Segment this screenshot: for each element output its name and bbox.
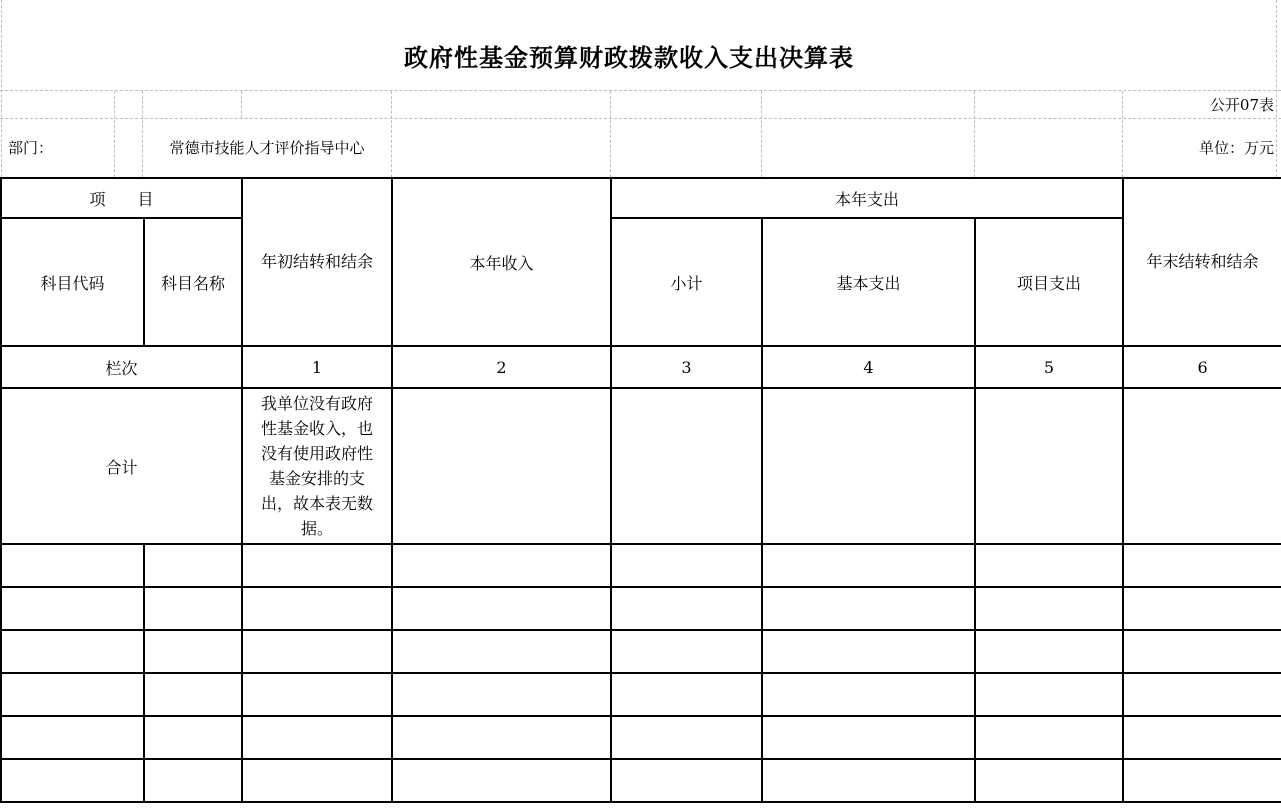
table-code: 公开07表 — [1209, 96, 1274, 114]
empty-cell — [392, 673, 611, 716]
empty-cell — [242, 759, 392, 802]
header-beginning-balance — [242, 178, 392, 346]
no-data-note: 我单位没有政府性基金收入，也没有使用政府性基金安排的支出，故本表无数据。 — [261, 394, 374, 538]
empty-table-row — [1, 544, 1281, 587]
empty-cell — [1123, 759, 1281, 802]
gridline — [1, 0, 2, 177]
header-row-1 — [1, 178, 1281, 218]
empty-cell — [392, 388, 611, 544]
empty-cell — [762, 673, 975, 716]
empty-cell — [1123, 587, 1281, 630]
empty-cell — [1, 716, 144, 759]
header-year-end-balance-label: 年末结转和结余 — [1146, 252, 1259, 271]
empty-cell — [611, 544, 762, 587]
empty-cell — [392, 544, 611, 587]
empty-table-row — [1, 630, 1281, 673]
empty-cell — [144, 716, 242, 759]
empty-cell — [762, 630, 975, 673]
empty-cell — [762, 759, 975, 802]
header-subject-code: 科目代码 — [1, 218, 144, 346]
page-title: 政府性基金预算财政拨款收入支出决算表 — [404, 43, 854, 72]
empty-cell — [144, 544, 242, 587]
empty-cell — [1123, 673, 1281, 716]
header-current-year-income: 本年收入 — [392, 178, 611, 346]
empty-cell — [1123, 630, 1281, 673]
empty-cell — [1123, 388, 1281, 544]
header-current-year-expenditure: 本年支出 — [611, 178, 1123, 218]
department-label: 部门： — [8, 139, 54, 157]
empty-cell — [242, 630, 392, 673]
column-index-3: 3 — [611, 346, 762, 388]
fund-budget-table — [0, 177, 1281, 803]
empty-cell — [762, 388, 975, 544]
empty-cell — [1, 630, 144, 673]
empty-cell — [762, 716, 975, 759]
empty-cell — [144, 759, 242, 802]
column-index-1: 1 — [242, 346, 392, 388]
column-index-label: 栏次 — [1, 346, 242, 388]
empty-cell — [392, 630, 611, 673]
empty-cell — [975, 759, 1123, 802]
empty-cell — [242, 544, 392, 587]
empty-cell — [1, 587, 144, 630]
empty-cell — [611, 587, 762, 630]
empty-cell — [611, 759, 762, 802]
empty-cell — [242, 673, 392, 716]
column-index-2: 2 — [392, 346, 611, 388]
empty-cell — [975, 716, 1123, 759]
header-subject-name: 科目名称 — [144, 218, 242, 346]
empty-cell — [975, 544, 1123, 587]
unit-label: 单位：万元 — [1198, 139, 1274, 157]
empty-cell — [392, 716, 611, 759]
empty-rows — [1, 544, 1281, 802]
empty-cell — [242, 587, 392, 630]
empty-cell — [242, 716, 392, 759]
column-index-4: 4 — [762, 346, 975, 388]
empty-cell — [1123, 716, 1281, 759]
empty-cell — [611, 716, 762, 759]
department-name: 常德市技能人才评价指导中心 — [169, 139, 365, 157]
empty-cell — [144, 587, 242, 630]
column-index-5: 5 — [975, 346, 1123, 388]
empty-cell — [611, 673, 762, 716]
empty-cell — [392, 587, 611, 630]
empty-cell — [1, 673, 144, 716]
gridline — [1276, 0, 1277, 177]
empty-cell — [611, 630, 762, 673]
empty-table-row — [1, 587, 1281, 630]
empty-table-row — [1, 716, 1281, 759]
empty-cell — [1, 759, 144, 802]
empty-cell — [1123, 544, 1281, 587]
header-basic-expenditure: 基本支出 — [762, 218, 975, 346]
empty-cell — [392, 759, 611, 802]
empty-table-row — [1, 759, 1281, 802]
no-data-note-cell — [242, 388, 392, 544]
header-beginning-balance-label: 年初结转和结余 — [261, 252, 374, 271]
empty-cell — [975, 673, 1123, 716]
empty-cell — [611, 388, 762, 544]
total-row — [1, 388, 1281, 544]
empty-cell — [144, 673, 242, 716]
empty-table-row — [1, 673, 1281, 716]
empty-cell — [975, 630, 1123, 673]
header-year-end-balance — [1123, 178, 1281, 346]
empty-cell — [762, 587, 975, 630]
header-subtotal: 小计 — [611, 218, 762, 346]
header-item-group: 项 目 — [1, 178, 242, 218]
column-index-row — [1, 346, 1281, 388]
empty-cell — [144, 630, 242, 673]
column-index-6: 6 — [1123, 346, 1281, 388]
total-label: 合计 — [1, 388, 242, 544]
empty-cell — [762, 544, 975, 587]
empty-cell — [975, 587, 1123, 630]
empty-cell — [975, 388, 1123, 544]
empty-cell — [1, 544, 144, 587]
header-project-expenditure: 项目支出 — [975, 218, 1123, 346]
header-row-2 — [1, 218, 1281, 346]
